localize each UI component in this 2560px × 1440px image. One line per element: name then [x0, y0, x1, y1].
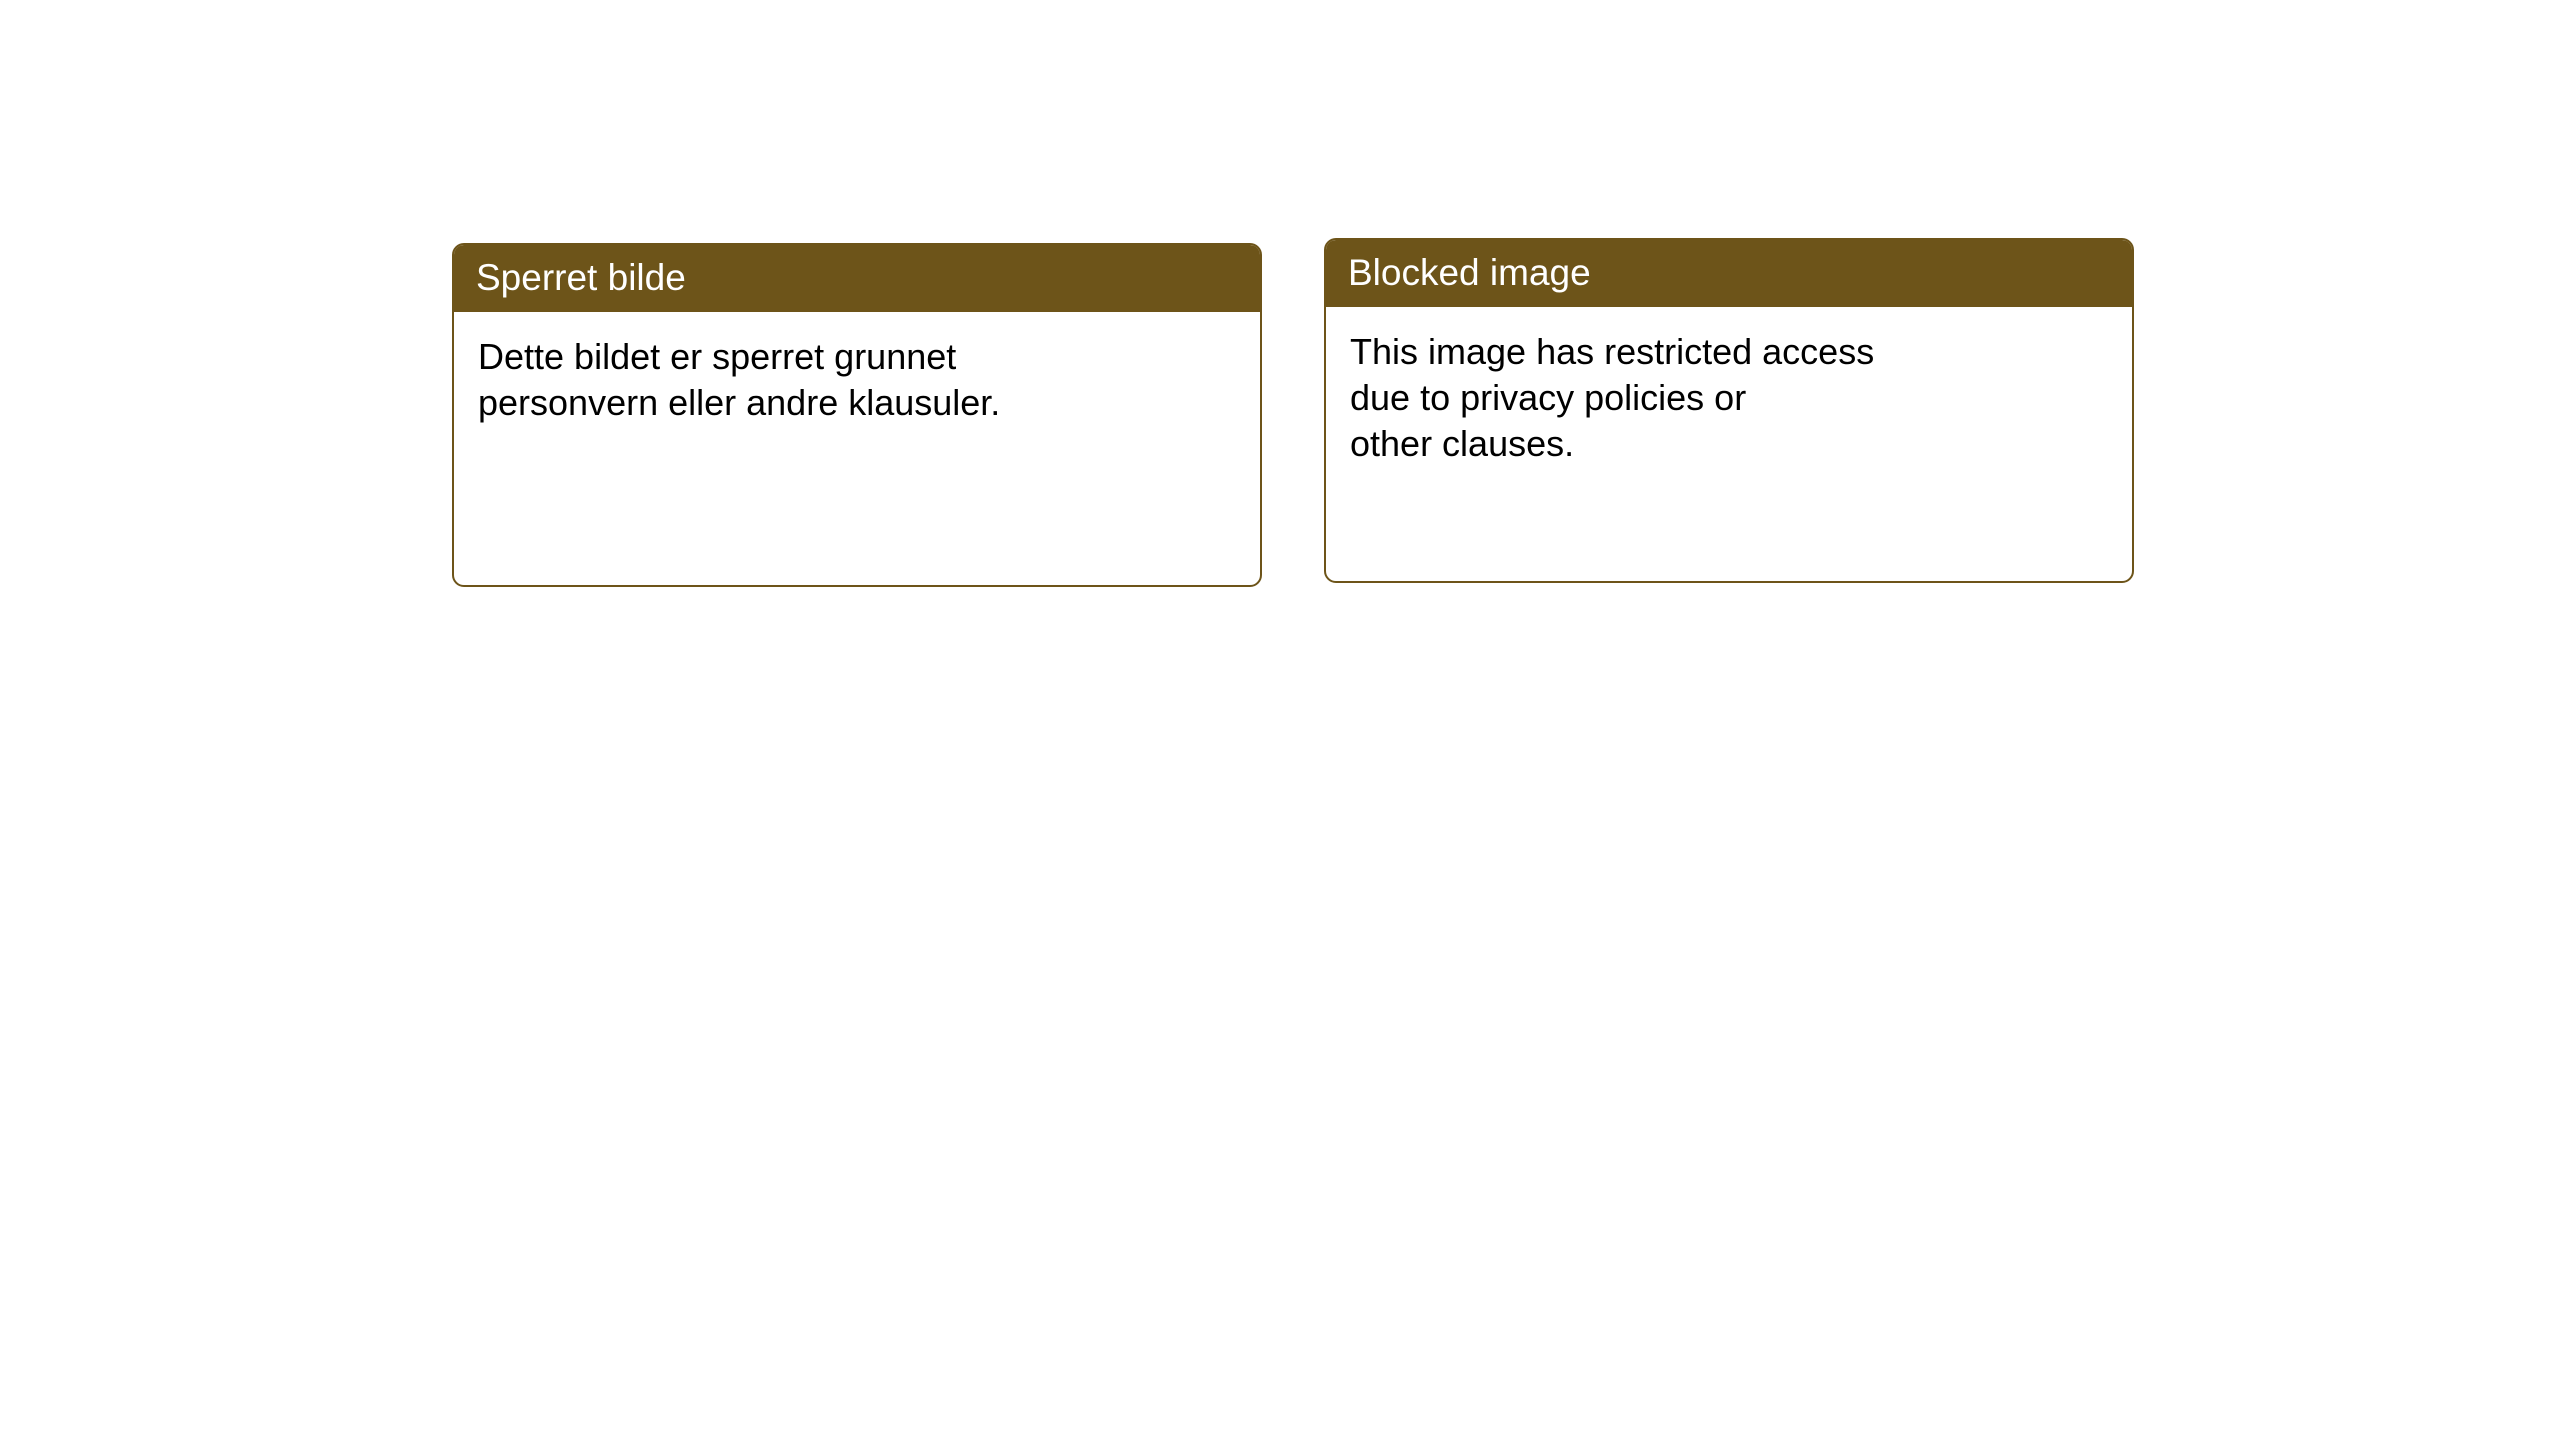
panel-message-no: [454, 312, 1260, 448]
message-line: personvern eller andre klausuler.: [478, 382, 1001, 424]
message-line: Dette bildet er sperret grunnet: [478, 336, 957, 377]
panel-message-en: [1326, 307, 2132, 489]
message-line: other clauses.: [1350, 423, 1575, 465]
blocked-image-notice-no: [452, 243, 1262, 587]
panel-title-no: Sperret bilde: [454, 245, 1260, 312]
panel-title-en: Blocked image: [1326, 240, 2132, 307]
message-line: This image has restricted access: [1350, 331, 1875, 372]
blocked-image-notice-en: [1324, 238, 2134, 583]
message-line: due to privacy policies or: [1350, 377, 1747, 419]
